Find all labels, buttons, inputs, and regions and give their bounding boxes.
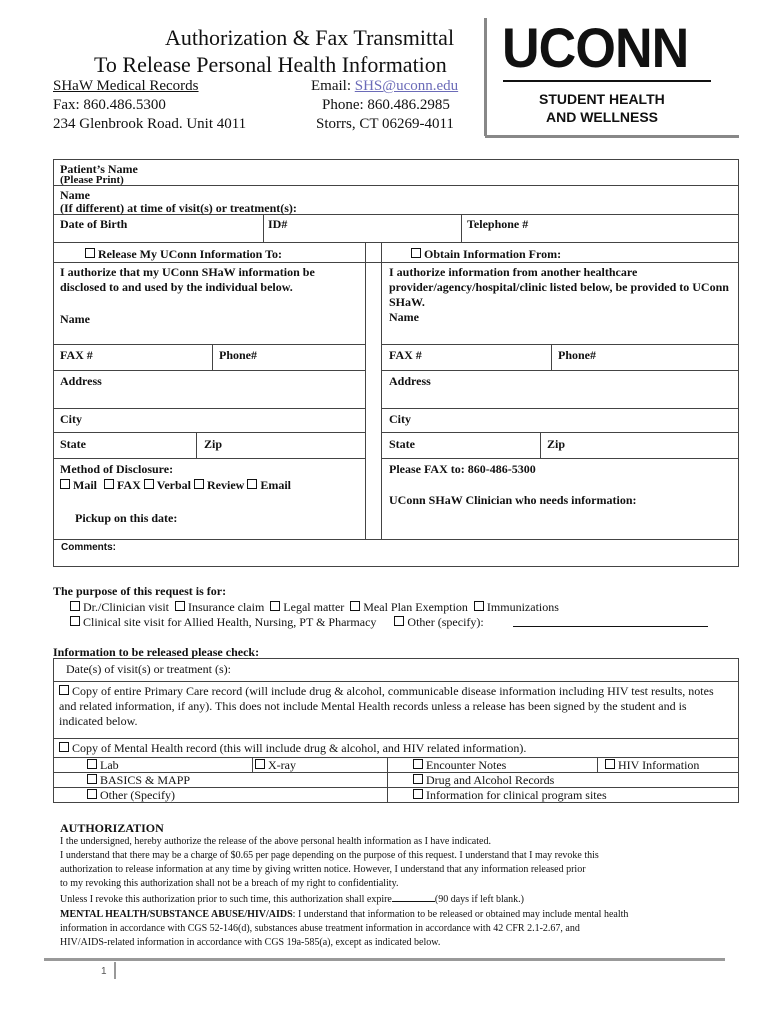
release-fax-label: FAX # [60, 348, 93, 362]
release-heading[interactable] [85, 247, 282, 262]
fax-label: FAX [117, 478, 141, 492]
other-checkbox[interactable] [87, 789, 97, 799]
authorization-heading: AUTHORIZATION [60, 821, 164, 835]
clinical-info-option[interactable] [413, 788, 607, 803]
mh-label: MENTAL HEALTH/SUBSTANCE ABUSE/HIV/AIDS [60, 909, 293, 920]
email-line [311, 78, 458, 95]
other-purpose-checkbox[interactable] [394, 616, 404, 626]
pickup-label: Pickup on this date: [75, 511, 178, 525]
lab-option[interactable] [87, 758, 119, 773]
email-checkbox[interactable] [247, 479, 257, 489]
primary-care-checkbox[interactable] [59, 685, 69, 695]
email-method-label: Email [260, 478, 292, 492]
primary-care-text: Copy of entire Primary Care record (will include drug & alcohol, communicable disease information including HIV test results, notes and related information, if any). This does not include Mental Health records unless a release has been signed by the student and is indicated below. [59, 684, 714, 728]
mental-health-checkbox[interactable] [59, 742, 69, 752]
obtain-city-label: City [389, 412, 411, 426]
expire-text: Unless I revoke this authorization prior to such time, this authorization shall expire [60, 894, 392, 905]
logo-underline [503, 80, 711, 82]
immunizations-checkbox[interactable] [474, 601, 484, 611]
form-title-line1: Authorization & Fax Transmittal [165, 25, 455, 50]
legal-checkbox[interactable] [270, 601, 280, 611]
other-purpose-label: Other (specify): [407, 615, 484, 629]
clinician-label: UConn SHaW Clinician who needs information: [389, 493, 637, 507]
auth-line1: I the undersigned, hereby authorize the release of the above personal health information as I have indicated. [60, 836, 491, 847]
org-name: SHaW Medical Records [53, 78, 199, 94]
alt-name-label: Name [60, 188, 90, 202]
obtain-heading-text: Obtain Information From: [424, 247, 562, 261]
mental-health-option[interactable] [59, 741, 526, 756]
primary-care-option[interactable] [59, 684, 729, 729]
phone-number: Phone: 860.486.2985 [322, 97, 450, 113]
drug-option[interactable] [413, 773, 554, 788]
hiv-option[interactable] [605, 758, 699, 773]
insurance-checkbox[interactable] [175, 601, 185, 611]
legal-label: Legal matter [283, 600, 345, 614]
xray-label: X-ray [268, 758, 296, 772]
obtain-text: I authorize information from another healthcare provider/agency/hospital/clinic listed below, be provided to UConn SHaW. [389, 265, 729, 309]
email-link[interactable]: SHS@uconn.edu [354, 78, 459, 94]
clinical-info-label: Information for clinical program sites [426, 788, 607, 802]
email-label: Email: [311, 78, 355, 94]
obtain-state-label: State [389, 437, 415, 451]
obtain-heading[interactable] [411, 247, 561, 262]
purpose-heading: The purpose of this request is for: [53, 584, 227, 598]
basics-label: BASICS & MAPP [100, 773, 191, 787]
xray-checkbox[interactable] [255, 759, 265, 769]
mh-line3: HIV/AIDS-related information in accordance with CGS 19a-585(a), except as indicated below. [60, 937, 441, 948]
auth-line5 [60, 892, 524, 905]
release-checkbox[interactable] [85, 248, 95, 258]
mail-label: Mail [73, 478, 97, 492]
obtain-zip-label: Zip [547, 437, 566, 451]
comments-label: Comments: [61, 542, 117, 553]
lab-label: Lab [100, 758, 119, 772]
xray-option[interactable] [255, 758, 296, 773]
obtain-address-label: Address [389, 374, 431, 388]
lab-checkbox[interactable] [87, 759, 97, 769]
purpose-row2 [70, 615, 484, 630]
meal-plan-checkbox[interactable] [350, 601, 360, 611]
mh-line2: information in accordance with CGS 52-146(d), substances abuse treatment information in accordance with 42 CFR 2.1-2.67, and [60, 923, 580, 934]
street-address: 234 Glenbrook Road. Unit 4011 [53, 116, 247, 132]
obtain-checkbox[interactable] [411, 248, 421, 258]
info-heading: Information to be released please check: [53, 645, 260, 659]
encounter-label: Encounter Notes [426, 758, 507, 772]
other-option[interactable] [87, 788, 175, 803]
encounter-option[interactable] [413, 758, 506, 773]
dob-label: Date of Birth [60, 217, 128, 231]
mail-checkbox[interactable] [60, 479, 70, 489]
please-print-label: (Please Print) [60, 174, 124, 186]
mh-line1 [60, 909, 628, 920]
purpose-row1 [70, 600, 559, 615]
auth-line3: authorization to release information at any time by giving written notice. However, I understand that any information released prior [60, 864, 586, 875]
release-zip-label: Zip [204, 437, 223, 451]
expire-date-blank[interactable] [392, 892, 435, 902]
verbal-checkbox[interactable] [144, 479, 154, 489]
fax-number: Fax: 860.486.5300 [53, 97, 166, 113]
footer-rule [44, 958, 725, 961]
if-different-label: (If different) at time of visit(s) or treatment(s): [60, 201, 297, 215]
basics-checkbox[interactable] [87, 774, 97, 784]
release-address-label: Address [60, 374, 102, 388]
other-purpose-line[interactable] [513, 626, 708, 627]
verbal-label: Verbal [156, 478, 192, 492]
method-options [60, 478, 291, 493]
auth-line2: I understand that there may be a charge of $0.65 per page depending on the purpose of this request. I understand that I may revoke this [60, 850, 599, 861]
release-city-label: City [60, 412, 82, 426]
page-number: 1 [101, 966, 107, 977]
release-name-label: Name [60, 312, 90, 326]
encounter-checkbox[interactable] [413, 759, 423, 769]
dates-label: Date(s) of visit(s) or treatment (s): [66, 662, 231, 676]
other-label: Other (Specify) [100, 788, 175, 802]
clinical-info-checkbox[interactable] [413, 789, 423, 799]
footer-vertical-mark [114, 962, 116, 979]
expire-note: (90 days if left blank.) [434, 894, 525, 905]
clinical-site-label: Clinical site visit for Allied Health, Nursing, PT & Pharmacy [83, 615, 377, 629]
insurance-label: Insurance claim [188, 600, 265, 614]
release-state-label: State [60, 437, 86, 451]
hiv-checkbox[interactable] [605, 759, 615, 769]
obtain-fax-label: FAX # [389, 348, 422, 362]
telephone-label: Telephone # [467, 217, 529, 231]
clinician-visit-checkbox[interactable] [70, 601, 80, 611]
basics-option[interactable] [87, 773, 190, 788]
uconn-logo: UCONN [502, 16, 689, 79]
header-vertical-divider [484, 18, 487, 136]
patient-name-label: Patient’s Name [60, 162, 138, 176]
fax-checkbox[interactable] [104, 479, 114, 489]
obtain-phone-label: Phone# [558, 348, 597, 362]
drug-checkbox[interactable] [413, 774, 423, 784]
review-checkbox[interactable] [194, 479, 204, 489]
clinical-site-checkbox[interactable] [70, 616, 80, 626]
auth-line4: to my revoking this authorization shall not be a breach of my right to confidentiality. [60, 878, 399, 889]
city-state-zip: Storrs, CT 06269-4011 [316, 116, 454, 132]
form-title-line2: To Release Personal Health Information [94, 52, 447, 77]
release-text: I authorize that my UConn SHaW information be disclosed to and used by the individual below. [60, 265, 315, 294]
immunizations-label: Immunizations [486, 600, 559, 614]
method-label: Method of Disclosure: [60, 462, 174, 476]
dept-name-line1: STUDENT HEALTH [539, 91, 665, 107]
clinician-visit-label: Dr./Clinician visit [83, 600, 169, 614]
obtain-name-label: Name [389, 310, 419, 324]
drug-label: Drug and Alcohol Records [426, 773, 555, 787]
id-label: ID# [268, 217, 288, 231]
review-label: Review [207, 478, 245, 492]
mental-health-text: Copy of Mental Health record (this will include drug & alcohol, and HIV related information). [72, 741, 527, 755]
mh-text1: : I understand that information to be released or obtained may include mental health [292, 909, 629, 920]
release-heading-text: Release My UConn Information To: [98, 247, 283, 261]
header-horizontal-rule [485, 135, 739, 138]
release-phone-label: Phone# [219, 348, 258, 362]
fax-to-label: Please FAX to: 860-486-5300 [389, 462, 536, 476]
hiv-label: HIV Information [618, 758, 700, 772]
meal-plan-label: Meal Plan Exemption [363, 600, 468, 614]
dept-name-line2: AND WELLNESS [546, 109, 658, 125]
